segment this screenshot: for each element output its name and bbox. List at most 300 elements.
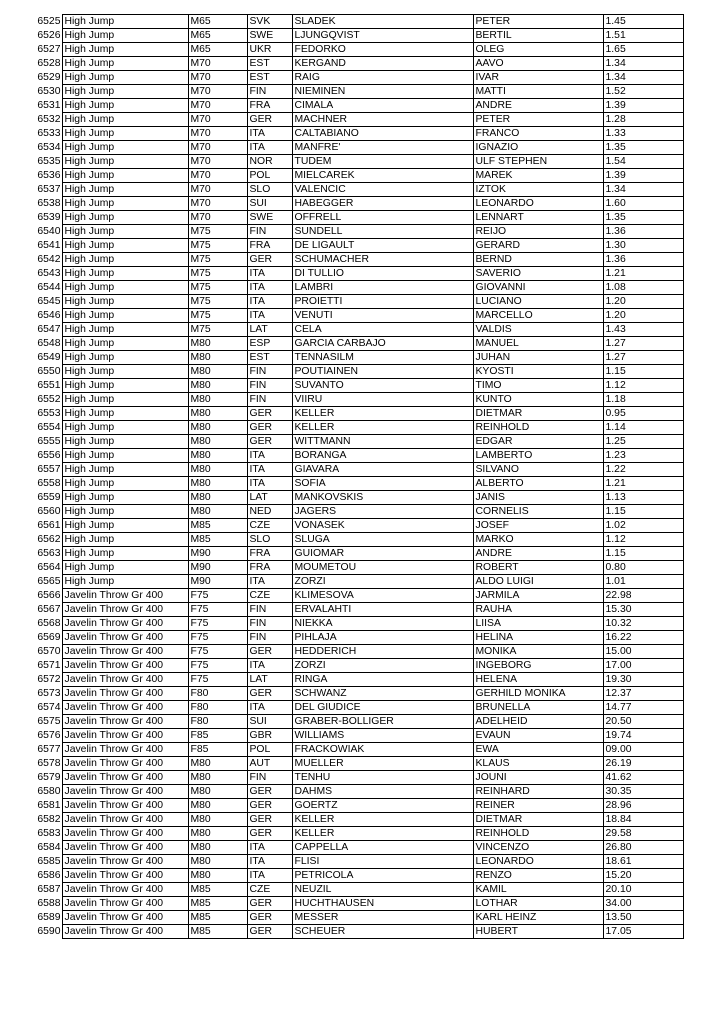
event-cell: Javelin Throw Gr 400 — [62, 617, 188, 631]
last-name-cell: KELLER — [292, 827, 473, 841]
table-row — [34, 57, 683, 71]
event-cell: High Jump — [62, 421, 188, 435]
event-cell: Javelin Throw Gr 400 — [62, 813, 188, 827]
age-category-cell: F85 — [188, 743, 247, 757]
event-cell: High Jump — [62, 491, 188, 505]
age-category-cell: M80 — [188, 799, 247, 813]
row-number-cell: 6585 — [37, 856, 61, 867]
last-name-cell: KELLER — [292, 421, 473, 435]
event-cell: High Jump — [62, 561, 188, 575]
last-name-cell: KERGAND — [292, 57, 473, 71]
first-name-cell: HELINA — [473, 631, 603, 645]
country-cell: ITA — [247, 295, 292, 309]
table-row — [34, 393, 683, 407]
row-number-cell: 6551 — [37, 380, 61, 391]
table-row — [34, 267, 683, 281]
event-cell: High Jump — [62, 407, 188, 421]
first-name-cell: RAUHA — [473, 603, 603, 617]
result-cell: 1.21 — [603, 267, 683, 281]
row-number-cell: 6530 — [37, 86, 61, 97]
result-cell: 1.15 — [603, 547, 683, 561]
result-cell: 15.20 — [603, 869, 683, 883]
first-name-cell: MANUEL — [473, 337, 603, 351]
last-name-cell: MACHNER — [292, 113, 473, 127]
last-name-cell: CELA — [292, 323, 473, 337]
first-name-cell: HUBERT — [473, 925, 603, 939]
age-category-cell: M70 — [188, 155, 247, 169]
first-name-cell: MATTI — [473, 85, 603, 99]
last-name-cell: ZORZI — [292, 575, 473, 589]
row-number-cell: 6528 — [37, 58, 61, 69]
age-category-cell: M90 — [188, 561, 247, 575]
last-name-cell: SLADEK — [292, 15, 473, 29]
row-number-cell: 6557 — [37, 464, 61, 475]
table-row — [34, 281, 683, 295]
result-cell: 1.54 — [603, 155, 683, 169]
event-cell: High Jump — [62, 365, 188, 379]
last-name-cell: MIELCAREK — [292, 169, 473, 183]
table-row — [34, 617, 683, 631]
age-category-cell: M80 — [188, 351, 247, 365]
last-name-cell: HEDDERICH — [292, 645, 473, 659]
country-cell: GER — [247, 911, 292, 925]
result-cell: 41.62 — [603, 771, 683, 785]
event-cell: High Jump — [62, 113, 188, 127]
age-category-cell: M75 — [188, 225, 247, 239]
table-row — [34, 631, 683, 645]
country-cell: SLO — [247, 183, 292, 197]
age-category-cell: M70 — [188, 85, 247, 99]
event-cell: High Jump — [62, 295, 188, 309]
result-cell: 30.35 — [603, 785, 683, 799]
last-name-cell: GARCIA CARBAJO — [292, 337, 473, 351]
event-cell: High Jump — [62, 127, 188, 141]
first-name-cell: EVAUN — [473, 729, 603, 743]
table-row — [34, 701, 683, 715]
country-cell: ITA — [247, 659, 292, 673]
result-cell: 1.13 — [603, 491, 683, 505]
row-number-cell: 6587 — [37, 884, 61, 895]
result-cell: 1.34 — [603, 183, 683, 197]
last-name-cell: KELLER — [292, 813, 473, 827]
first-name-cell: BRUNELLA — [473, 701, 603, 715]
result-cell: 19.30 — [603, 673, 683, 687]
result-cell: 1.22 — [603, 463, 683, 477]
country-cell: FRA — [247, 239, 292, 253]
row-number-cell: 6567 — [37, 604, 61, 615]
table-row — [34, 183, 683, 197]
result-cell: 1.33 — [603, 127, 683, 141]
first-name-cell: VINCENZO — [473, 841, 603, 855]
row-number-cell: 6570 — [37, 646, 61, 657]
last-name-cell: NIEMINEN — [292, 85, 473, 99]
result-cell: 1.34 — [603, 57, 683, 71]
event-cell: High Jump — [62, 57, 188, 71]
last-name-cell: SUVANTO — [292, 379, 473, 393]
first-name-cell: JARMILA — [473, 589, 603, 603]
first-name-cell: DIETMAR — [473, 407, 603, 421]
table-row — [34, 141, 683, 155]
country-cell: GER — [247, 687, 292, 701]
first-name-cell: GERHILD MONIKA — [473, 687, 603, 701]
event-cell: High Jump — [62, 85, 188, 99]
result-cell: 1.51 — [603, 29, 683, 43]
event-cell: High Jump — [62, 141, 188, 155]
table-row — [34, 365, 683, 379]
first-name-cell: PETER — [473, 113, 603, 127]
result-cell: 1.30 — [603, 239, 683, 253]
table-row — [34, 925, 683, 939]
result-cell: 1.45 — [603, 15, 683, 29]
row-number-cell: 6562 — [37, 534, 61, 545]
table-row — [34, 197, 683, 211]
result-cell: 22.98 — [603, 589, 683, 603]
row-number-cell: 6540 — [37, 226, 61, 237]
age-category-cell: M70 — [188, 71, 247, 85]
result-cell: 26.80 — [603, 841, 683, 855]
result-cell: 09.00 — [603, 743, 683, 757]
event-cell: High Jump — [62, 15, 188, 29]
row-number-cell: 6529 — [37, 72, 61, 83]
row-number-cell: 6565 — [37, 576, 61, 587]
row-number-cell: 6534 — [37, 142, 61, 153]
results-table-body — [34, 15, 683, 939]
age-category-cell: M85 — [188, 883, 247, 897]
event-cell: High Jump — [62, 519, 188, 533]
result-cell: 0.95 — [603, 407, 683, 421]
row-number-cell: 6569 — [37, 632, 61, 643]
event-cell: High Jump — [62, 29, 188, 43]
row-number-cell: 6575 — [37, 716, 61, 727]
result-cell: 34.00 — [603, 897, 683, 911]
table-row — [34, 687, 683, 701]
table-row — [34, 771, 683, 785]
first-name-cell: LENNART — [473, 211, 603, 225]
table-row — [34, 841, 683, 855]
row-number-cell: 6572 — [37, 674, 61, 685]
country-cell: ITA — [247, 309, 292, 323]
row-number-cell: 6555 — [37, 436, 61, 447]
country-cell: SUI — [247, 197, 292, 211]
country-cell: GER — [247, 925, 292, 939]
event-cell: Javelin Throw Gr 400 — [62, 659, 188, 673]
country-cell: ITA — [247, 575, 292, 589]
row-number-cell: 6527 — [37, 44, 61, 55]
country-cell: GER — [247, 407, 292, 421]
table-row — [34, 673, 683, 687]
age-category-cell: M85 — [188, 911, 247, 925]
country-cell: GER — [247, 897, 292, 911]
country-cell: FIN — [247, 603, 292, 617]
first-name-cell: GIOVANNI — [473, 281, 603, 295]
first-name-cell: JOSEF — [473, 519, 603, 533]
results-table — [34, 14, 684, 939]
age-category-cell: M80 — [188, 491, 247, 505]
country-cell: EST — [247, 57, 292, 71]
event-cell: Javelin Throw Gr 400 — [62, 645, 188, 659]
row-number-cell: 6550 — [37, 366, 61, 377]
result-cell: 15.00 — [603, 645, 683, 659]
event-cell: Javelin Throw Gr 400 — [62, 687, 188, 701]
row-number-cell: 6539 — [37, 212, 61, 223]
event-cell: High Jump — [62, 449, 188, 463]
age-category-cell: F85 — [188, 729, 247, 743]
age-category-cell: M70 — [188, 211, 247, 225]
age-category-cell: M80 — [188, 771, 247, 785]
country-cell: FIN — [247, 365, 292, 379]
country-cell: ITA — [247, 267, 292, 281]
country-cell: LAT — [247, 673, 292, 687]
first-name-cell: MAREK — [473, 169, 603, 183]
last-name-cell: SCHUMACHER — [292, 253, 473, 267]
last-name-cell: SOFIA — [292, 477, 473, 491]
first-name-cell: ALDO LUIGI — [473, 575, 603, 589]
row-number-cell: 6573 — [37, 688, 61, 699]
last-name-cell: SCHWANZ — [292, 687, 473, 701]
result-cell: 1.39 — [603, 169, 683, 183]
country-cell: LAT — [247, 491, 292, 505]
event-cell: High Jump — [62, 435, 188, 449]
table-row — [34, 491, 683, 505]
result-cell: 1.60 — [603, 197, 683, 211]
event-cell: High Jump — [62, 183, 188, 197]
age-category-cell: M70 — [188, 183, 247, 197]
first-name-cell: REINHOLD — [473, 421, 603, 435]
last-name-cell: SLUGA — [292, 533, 473, 547]
row-number-cell: 6583 — [37, 828, 61, 839]
last-name-cell: MOUMETOU — [292, 561, 473, 575]
first-name-cell: TIMO — [473, 379, 603, 393]
table-row — [34, 855, 683, 869]
age-category-cell: M70 — [188, 197, 247, 211]
first-name-cell: KLAUS — [473, 757, 603, 771]
age-category-cell: M80 — [188, 379, 247, 393]
first-name-cell: KYOSTI — [473, 365, 603, 379]
row-number-cell: 6581 — [37, 800, 61, 811]
age-category-cell: F80 — [188, 687, 247, 701]
age-category-cell: F75 — [188, 673, 247, 687]
result-cell: 17.05 — [603, 925, 683, 939]
event-cell: Javelin Throw Gr 400 — [62, 771, 188, 785]
table-row — [34, 85, 683, 99]
country-cell: SWE — [247, 29, 292, 43]
first-name-cell: INGEBORG — [473, 659, 603, 673]
event-cell: High Jump — [62, 393, 188, 407]
row-number-cell: 6533 — [37, 128, 61, 139]
result-cell: 1.15 — [603, 505, 683, 519]
result-cell: 26.19 — [603, 757, 683, 771]
result-cell: 17.00 — [603, 659, 683, 673]
last-name-cell: KELLER — [292, 407, 473, 421]
last-name-cell: SUNDELL — [292, 225, 473, 239]
table-row — [34, 295, 683, 309]
result-cell: 12.37 — [603, 687, 683, 701]
result-cell: 1.35 — [603, 141, 683, 155]
age-category-cell: M75 — [188, 239, 247, 253]
table-row — [34, 463, 683, 477]
country-cell: ITA — [247, 477, 292, 491]
event-cell: High Jump — [62, 169, 188, 183]
table-row — [34, 337, 683, 351]
row-number-cell: 6571 — [37, 660, 61, 671]
table-row — [34, 435, 683, 449]
last-name-cell: GOERTZ — [292, 799, 473, 813]
first-name-cell: ANDRE — [473, 99, 603, 113]
event-cell: High Jump — [62, 267, 188, 281]
table-row — [34, 43, 683, 57]
event-cell: High Jump — [62, 43, 188, 57]
last-name-cell: SCHEUER — [292, 925, 473, 939]
age-category-cell: F80 — [188, 715, 247, 729]
age-category-cell: M75 — [188, 253, 247, 267]
result-cell: 1.28 — [603, 113, 683, 127]
country-cell: ITA — [247, 855, 292, 869]
last-name-cell: MUELLER — [292, 757, 473, 771]
event-cell: Javelin Throw Gr 400 — [62, 631, 188, 645]
result-cell: 1.35 — [603, 211, 683, 225]
country-cell: NOR — [247, 155, 292, 169]
result-cell: 10.32 — [603, 617, 683, 631]
row-number-cell: 6546 — [37, 310, 61, 321]
table-row — [34, 421, 683, 435]
first-name-cell: KUNTO — [473, 393, 603, 407]
result-cell: 1.01 — [603, 575, 683, 589]
country-cell: FRA — [247, 99, 292, 113]
first-name-cell: REINHARD — [473, 785, 603, 799]
row-number-cell: 6535 — [37, 156, 61, 167]
country-cell: GER — [247, 785, 292, 799]
country-cell: GER — [247, 813, 292, 827]
table-row — [34, 323, 683, 337]
row-number-cell: 6566 — [37, 590, 61, 601]
event-cell: High Jump — [62, 477, 188, 491]
last-name-cell: POUTIAINEN — [292, 365, 473, 379]
row-number-cell: 6580 — [37, 786, 61, 797]
event-cell: High Jump — [62, 309, 188, 323]
country-cell: GER — [247, 799, 292, 813]
table-row — [34, 533, 683, 547]
result-cell: 1.43 — [603, 323, 683, 337]
country-cell: GER — [247, 827, 292, 841]
country-cell: GER — [247, 253, 292, 267]
first-name-cell: PETER — [473, 15, 603, 29]
country-cell: EST — [247, 351, 292, 365]
event-cell: High Jump — [62, 253, 188, 267]
age-category-cell: M80 — [188, 421, 247, 435]
first-name-cell: LAMBERTO — [473, 449, 603, 463]
last-name-cell: PETRICOLA — [292, 869, 473, 883]
table-row — [34, 813, 683, 827]
result-cell: 1.08 — [603, 281, 683, 295]
country-cell: GER — [247, 435, 292, 449]
event-cell: Javelin Throw Gr 400 — [62, 869, 188, 883]
result-cell: 28.96 — [603, 799, 683, 813]
age-category-cell: M90 — [188, 575, 247, 589]
last-name-cell: DAHMS — [292, 785, 473, 799]
age-category-cell: F75 — [188, 589, 247, 603]
result-cell: 1.02 — [603, 519, 683, 533]
event-cell: High Jump — [62, 323, 188, 337]
age-category-cell: M70 — [188, 99, 247, 113]
result-cell: 29.58 — [603, 827, 683, 841]
last-name-cell: VIIRU — [292, 393, 473, 407]
last-name-cell: CAPPELLA — [292, 841, 473, 855]
last-name-cell: KLIMESOVA — [292, 589, 473, 603]
table-row — [34, 883, 683, 897]
first-name-cell: LIISA — [473, 617, 603, 631]
row-number-cell: 6556 — [37, 450, 61, 461]
country-cell: SWE — [247, 211, 292, 225]
result-cell: 20.50 — [603, 715, 683, 729]
first-name-cell: IZTOK — [473, 183, 603, 197]
row-number-cell: 6526 — [37, 30, 61, 41]
last-name-cell: MESSER — [292, 911, 473, 925]
row-number-cell: 6554 — [37, 422, 61, 433]
age-category-cell: M85 — [188, 925, 247, 939]
table-row — [34, 225, 683, 239]
age-category-cell: M85 — [188, 519, 247, 533]
table-row — [34, 561, 683, 575]
event-cell: Javelin Throw Gr 400 — [62, 743, 188, 757]
age-category-cell: M80 — [188, 365, 247, 379]
first-name-cell: ADELHEID — [473, 715, 603, 729]
result-cell: 1.39 — [603, 99, 683, 113]
age-category-cell: M80 — [188, 869, 247, 883]
first-name-cell: LOTHAR — [473, 897, 603, 911]
event-cell: Javelin Throw Gr 400 — [62, 897, 188, 911]
event-cell: Javelin Throw Gr 400 — [62, 841, 188, 855]
table-row — [34, 799, 683, 813]
country-cell: FIN — [247, 771, 292, 785]
result-cell: 0.80 — [603, 561, 683, 575]
age-category-cell: M80 — [188, 757, 247, 771]
age-category-cell: M80 — [188, 477, 247, 491]
table-row — [34, 15, 683, 29]
country-cell: UKR — [247, 43, 292, 57]
first-name-cell: REINHOLD — [473, 827, 603, 841]
first-name-cell: MARKO — [473, 533, 603, 547]
table-row — [34, 99, 683, 113]
table-row — [34, 407, 683, 421]
last-name-cell: GIAVARA — [292, 463, 473, 477]
age-category-cell: M70 — [188, 141, 247, 155]
event-cell: High Jump — [62, 575, 188, 589]
country-cell: AUT — [247, 757, 292, 771]
row-number-cell: 6588 — [37, 898, 61, 909]
last-name-cell: OFFRELL — [292, 211, 473, 225]
result-cell: 1.65 — [603, 43, 683, 57]
last-name-cell: TENHU — [292, 771, 473, 785]
first-name-cell: CORNELIS — [473, 505, 603, 519]
row-number-cell: 6525 — [37, 16, 61, 27]
age-category-cell: M65 — [188, 29, 247, 43]
table-row — [34, 155, 683, 169]
country-cell: POL — [247, 169, 292, 183]
last-name-cell: HABEGGER — [292, 197, 473, 211]
last-name-cell: FLISI — [292, 855, 473, 869]
row-number-cell: 6568 — [37, 618, 61, 629]
country-cell: GER — [247, 113, 292, 127]
country-cell: GBR — [247, 729, 292, 743]
event-cell: Javelin Throw Gr 400 — [62, 729, 188, 743]
result-cell: 1.15 — [603, 365, 683, 379]
table-row — [34, 71, 683, 85]
last-name-cell: WITTMANN — [292, 435, 473, 449]
first-name-cell: VALDIS — [473, 323, 603, 337]
table-row — [34, 253, 683, 267]
last-name-cell: CALTABIANO — [292, 127, 473, 141]
row-number-cell: 6553 — [37, 408, 61, 419]
